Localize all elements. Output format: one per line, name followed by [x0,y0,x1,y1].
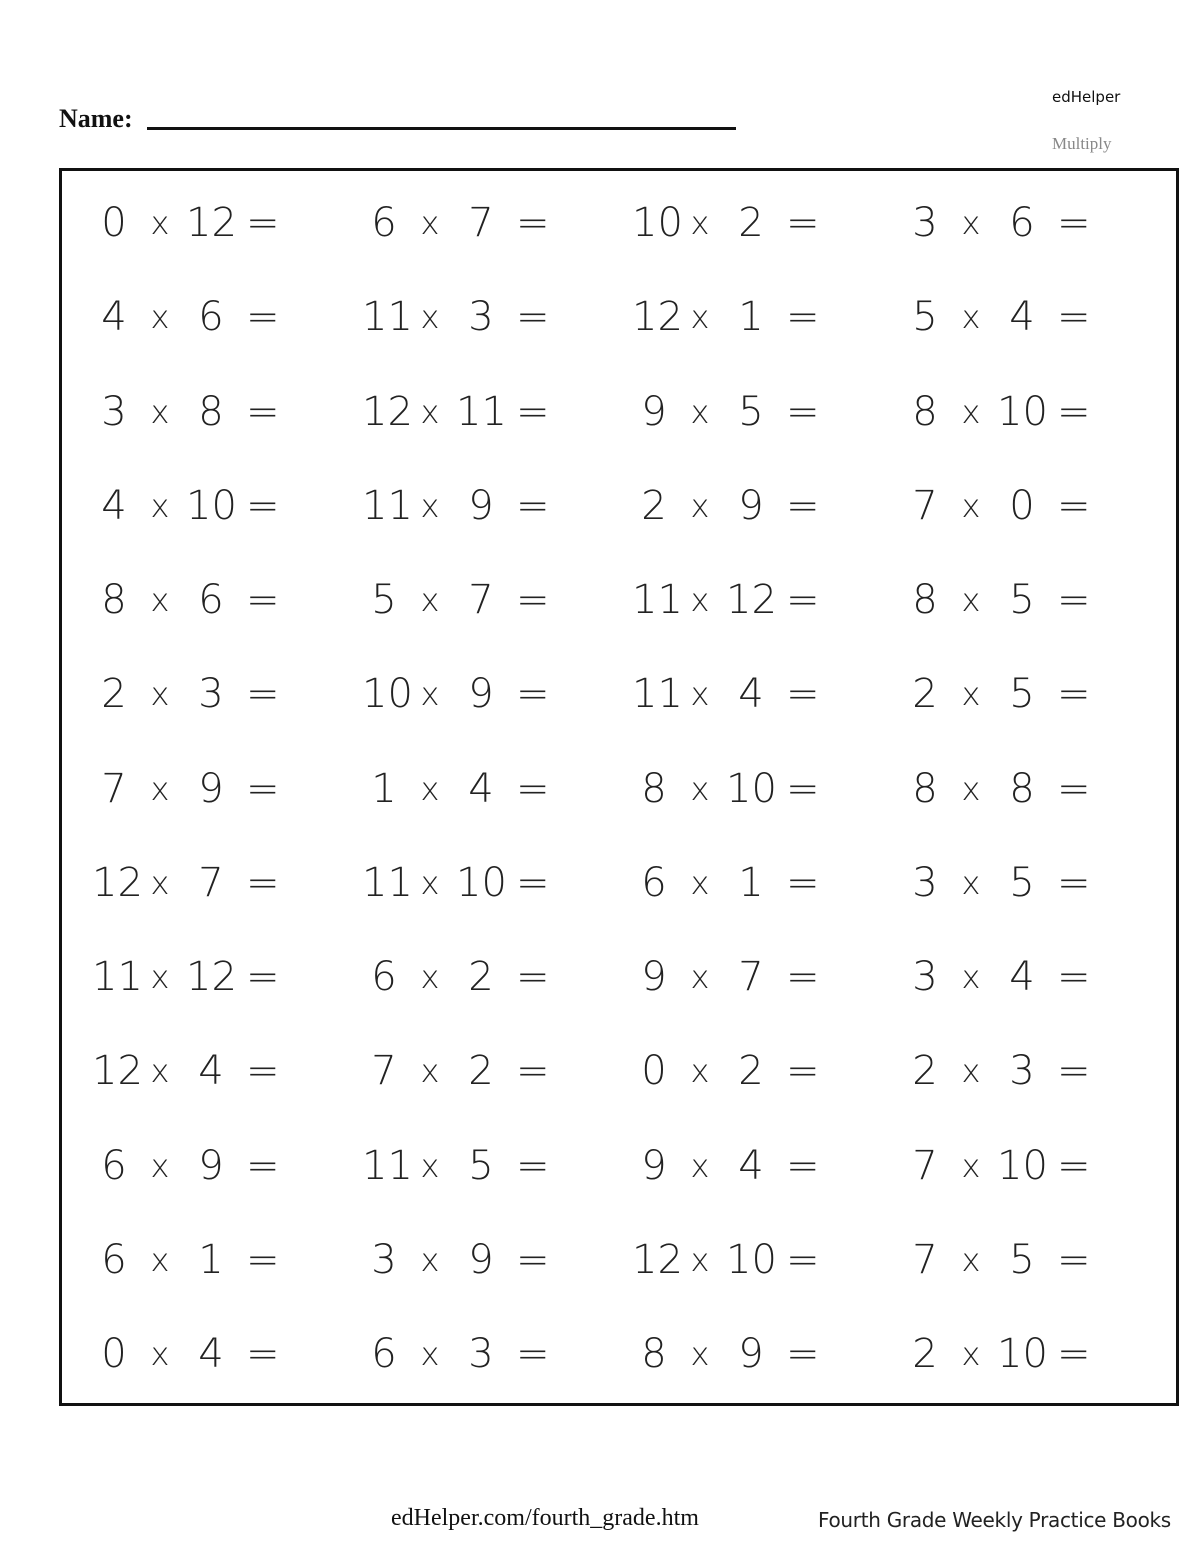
name-answer-line[interactable] [147,127,736,130]
equals-sign: = [786,1237,820,1283]
factor-b: 6 [1009,200,1035,246]
times-sign: x [150,298,170,336]
equals-sign: = [516,1143,550,1189]
equals-sign: = [786,1048,820,1094]
equals-sign: = [516,860,550,906]
times-sign: x [150,204,170,242]
problem-r2-c3 [632,287,832,347]
factor-b: 5 [1009,671,1035,717]
equals-sign: = [516,1237,550,1283]
factor-b: 5 [1009,577,1035,623]
equals-sign: = [246,671,280,717]
factor-b: 6 [198,294,224,340]
factor-b: 0 [1009,483,1035,529]
problem-r6-c1 [92,664,292,724]
times-sign: x [961,298,981,336]
equals-sign: = [786,954,820,1000]
factor-b: 8 [198,389,224,435]
problem-r11-c3 [632,1136,832,1196]
factor-a: 3 [912,860,938,906]
factor-b: 3 [468,294,494,340]
worksheet-subject: Multiply [1052,134,1112,153]
factor-a: 7 [912,1237,938,1283]
problem-r2-c4 [903,287,1103,347]
problem-r7-c2 [362,759,562,819]
factor-a: 11 [632,671,683,717]
factor-a: 7 [371,1048,397,1094]
problem-r8-c2 [362,853,562,913]
factor-a: 6 [101,1237,127,1283]
times-sign: x [150,770,170,808]
factor-b: 8 [1009,766,1035,812]
problem-r5-c4 [903,570,1103,630]
factor-a: 8 [912,389,938,435]
problem-r1-c4 [903,193,1103,253]
factor-a: 2 [101,671,127,717]
equals-sign: = [1057,860,1091,906]
factor-b: 3 [468,1331,494,1377]
factor-a: 1 [371,766,397,812]
equals-sign: = [786,1331,820,1377]
equals-sign: = [516,577,550,623]
problem-r12-c2 [362,1230,562,1290]
equals-sign: = [786,1143,820,1189]
problem-r11-c1 [92,1136,292,1196]
factor-b: 6 [198,577,224,623]
factor-a: 11 [362,294,413,340]
problem-r1-c3 [632,193,832,253]
factor-b: 4 [198,1331,224,1377]
problem-r7-c3 [632,759,832,819]
problem-r4-c3 [632,476,832,536]
factor-b: 10 [456,860,507,906]
equals-sign: = [786,294,820,340]
factor-b: 1 [738,860,764,906]
problem-r9-c1 [92,947,292,1007]
times-sign: x [961,1147,981,1185]
problem-r8-c4 [903,853,1103,913]
problem-r3-c4 [903,382,1103,442]
problem-r13-c2 [362,1324,562,1384]
times-sign: x [690,1052,710,1090]
factor-a: 11 [92,954,143,1000]
factor-a: 6 [371,1331,397,1377]
equals-sign: = [516,294,550,340]
times-sign: x [961,204,981,242]
problem-r10-c1 [92,1041,292,1101]
times-sign: x [690,675,710,713]
factor-b: 5 [468,1143,494,1189]
equals-sign: = [246,1331,280,1377]
factor-a: 6 [641,860,667,906]
equals-sign: = [516,671,550,717]
times-sign: x [420,1052,440,1090]
times-sign: x [420,1335,440,1373]
equals-sign: = [1057,1143,1091,1189]
factor-a: 8 [912,577,938,623]
factor-b: 10 [726,1237,777,1283]
equals-sign: = [786,389,820,435]
times-sign: x [150,1335,170,1373]
times-sign: x [420,675,440,713]
factor-a: 2 [641,483,667,529]
problem-r6-c3 [632,664,832,724]
equals-sign: = [516,1331,550,1377]
problem-r2-c1 [92,287,292,347]
factor-b: 10 [726,766,777,812]
problem-r9-c3 [632,947,832,1007]
factor-b: 4 [738,671,764,717]
factor-a: 8 [912,766,938,812]
times-sign: x [150,864,170,902]
factor-b: 4 [198,1048,224,1094]
factor-b: 9 [738,483,764,529]
times-sign: x [420,1241,440,1279]
factor-b: 7 [468,577,494,623]
times-sign: x [420,204,440,242]
factor-b: 12 [186,200,237,246]
factor-b: 1 [738,294,764,340]
problem-r5-c3 [632,570,832,630]
factor-a: 0 [101,200,127,246]
factor-a: 4 [101,483,127,529]
problem-r10-c4 [903,1041,1103,1101]
factor-b: 4 [738,1143,764,1189]
factor-a: 2 [912,1048,938,1094]
factor-b: 2 [468,954,494,1000]
times-sign: x [690,770,710,808]
factor-b: 10 [186,483,237,529]
equals-sign: = [246,200,280,246]
equals-sign: = [786,483,820,529]
equals-sign: = [516,766,550,812]
factor-a: 7 [912,483,938,529]
times-sign: x [150,1052,170,1090]
times-sign: x [690,204,710,242]
times-sign: x [961,581,981,619]
factor-a: 7 [912,1143,938,1189]
times-sign: x [690,1335,710,1373]
factor-b: 9 [198,766,224,812]
equals-sign: = [246,483,280,529]
problem-r1-c2 [362,193,562,253]
equals-sign: = [246,1237,280,1283]
factor-b: 2 [468,1048,494,1094]
equals-sign: = [1057,1331,1091,1377]
factor-a: 5 [912,294,938,340]
problem-r13-c1 [92,1324,292,1384]
factor-b: 7 [198,860,224,906]
times-sign: x [420,864,440,902]
equals-sign: = [1057,671,1091,717]
equals-sign: = [1057,294,1091,340]
times-sign: x [150,1147,170,1185]
times-sign: x [961,1335,981,1373]
factor-b: 7 [738,954,764,1000]
factor-b: 5 [1009,860,1035,906]
equals-sign: = [1057,954,1091,1000]
equals-sign: = [246,577,280,623]
equals-sign: = [246,860,280,906]
factor-a: 0 [101,1331,127,1377]
problem-r3-c2 [362,382,562,442]
equals-sign: = [1057,577,1091,623]
factor-a: 12 [92,1048,143,1094]
equals-sign: = [786,860,820,906]
factor-a: 0 [641,1048,667,1094]
problem-r11-c2 [362,1136,562,1196]
factor-a: 10 [362,671,413,717]
equals-sign: = [1057,766,1091,812]
problem-r2-c2 [362,287,562,347]
problem-r5-c2 [362,570,562,630]
times-sign: x [961,393,981,431]
factor-a: 6 [371,200,397,246]
times-sign: x [420,1147,440,1185]
equals-sign: = [246,294,280,340]
brand-label: edHelper [1052,88,1121,106]
times-sign: x [690,958,710,996]
factor-b: 9 [468,671,494,717]
equals-sign: = [1057,1048,1091,1094]
times-sign: x [150,393,170,431]
factor-a: 3 [371,1237,397,1283]
factor-b: 1 [198,1237,224,1283]
problem-r11-c4 [903,1136,1103,1196]
problem-r10-c2 [362,1041,562,1101]
factor-a: 4 [101,294,127,340]
times-sign: x [420,770,440,808]
times-sign: x [150,1241,170,1279]
problem-r4-c4 [903,476,1103,536]
factor-b: 12 [186,954,237,1000]
times-sign: x [690,581,710,619]
equals-sign: = [786,577,820,623]
equals-sign: = [516,954,550,1000]
factor-b: 2 [738,1048,764,1094]
factor-a: 12 [92,860,143,906]
equals-sign: = [246,1048,280,1094]
times-sign: x [690,393,710,431]
problem-r4-c2 [362,476,562,536]
factor-a: 2 [912,671,938,717]
factor-b: 4 [1009,954,1035,1000]
problem-r12-c3 [632,1230,832,1290]
times-sign: x [420,581,440,619]
problem-r7-c1 [92,759,292,819]
factor-a: 3 [912,954,938,1000]
factor-b: 9 [198,1143,224,1189]
factor-a: 2 [912,1331,938,1377]
factor-a: 6 [371,954,397,1000]
problem-r9-c4 [903,947,1103,1007]
factor-a: 3 [101,389,127,435]
factor-b: 9 [468,1237,494,1283]
times-sign: x [961,1052,981,1090]
problem-r7-c4 [903,759,1103,819]
times-sign: x [690,864,710,902]
factor-a: 3 [912,200,938,246]
problem-r3-c3 [632,382,832,442]
equals-sign: = [786,766,820,812]
times-sign: x [961,864,981,902]
problem-r4-c1 [92,476,292,536]
problem-r10-c3 [632,1041,832,1101]
factor-a: 7 [101,766,127,812]
times-sign: x [150,487,170,525]
factor-a: 9 [641,389,667,435]
equals-sign: = [516,389,550,435]
factor-a: 8 [641,766,667,812]
factor-b: 7 [468,200,494,246]
times-sign: x [150,958,170,996]
factor-a: 9 [641,954,667,1000]
factor-b: 4 [468,766,494,812]
equals-sign: = [516,1048,550,1094]
times-sign: x [150,675,170,713]
times-sign: x [690,487,710,525]
factor-b: 5 [1009,1237,1035,1283]
factor-a: 12 [362,389,413,435]
factor-a: 6 [101,1143,127,1189]
factor-b: 11 [456,389,507,435]
times-sign: x [690,1147,710,1185]
factor-b: 2 [738,200,764,246]
times-sign: x [961,675,981,713]
problem-r9-c2 [362,947,562,1007]
problem-r12-c1 [92,1230,292,1290]
equals-sign: = [786,671,820,717]
equals-sign: = [786,200,820,246]
equals-sign: = [1057,200,1091,246]
equals-sign: = [1057,389,1091,435]
equals-sign: = [1057,1237,1091,1283]
factor-b: 10 [997,1143,1048,1189]
factor-b: 3 [198,671,224,717]
equals-sign: = [246,1143,280,1189]
times-sign: x [420,298,440,336]
times-sign: x [961,958,981,996]
factor-a: 12 [632,1237,683,1283]
times-sign: x [690,1241,710,1279]
factor-a: 12 [632,294,683,340]
problem-r1-c1 [92,193,292,253]
factor-b: 4 [1009,294,1035,340]
factor-b: 10 [997,389,1048,435]
equals-sign: = [246,766,280,812]
factor-a: 11 [632,577,683,623]
factor-b: 5 [738,389,764,435]
factor-a: 11 [362,1143,413,1189]
equals-sign: = [246,389,280,435]
problem-r8-c1 [92,853,292,913]
problem-r13-c3 [632,1324,832,1384]
equals-sign: = [516,483,550,529]
times-sign: x [420,393,440,431]
times-sign: x [420,487,440,525]
factor-a: 10 [632,200,683,246]
name-label: Name: [59,104,133,133]
problem-r5-c1 [92,570,292,630]
factor-a: 11 [362,860,413,906]
factor-b: 10 [997,1331,1048,1377]
times-sign: x [690,298,710,336]
factor-b: 12 [726,577,777,623]
equals-sign: = [246,954,280,1000]
problem-r3-c1 [92,382,292,442]
problem-r8-c3 [632,853,832,913]
problem-r12-c4 [903,1230,1103,1290]
factor-a: 8 [641,1331,667,1377]
problem-r6-c2 [362,664,562,724]
equals-sign: = [516,200,550,246]
equals-sign: = [1057,483,1091,529]
times-sign: x [961,1241,981,1279]
times-sign: x [150,581,170,619]
problem-r6-c4 [903,664,1103,724]
factor-a: 5 [371,577,397,623]
factor-b: 9 [738,1331,764,1377]
times-sign: x [961,770,981,808]
footer-book-title: Fourth Grade Weekly Practice Books [818,1508,1171,1532]
factor-a: 8 [101,577,127,623]
times-sign: x [961,487,981,525]
times-sign: x [420,958,440,996]
footer-url: edHelper.com/fourth_grade.htm [391,1505,699,1531]
factor-a: 9 [641,1143,667,1189]
factor-b: 3 [1009,1048,1035,1094]
factor-a: 11 [362,483,413,529]
factor-b: 9 [468,483,494,529]
problem-r13-c4 [903,1324,1103,1384]
